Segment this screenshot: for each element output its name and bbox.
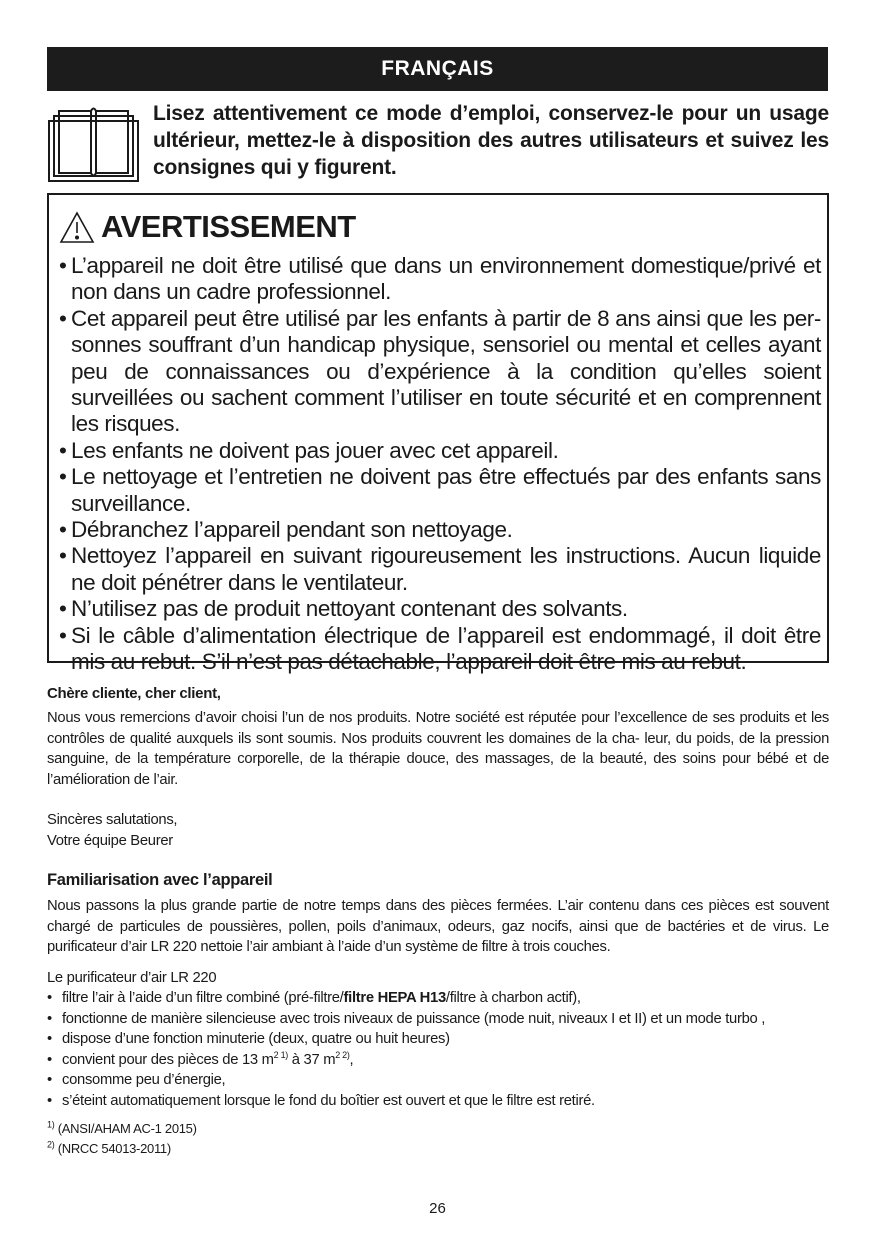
warning-item: • Si le câble d’alimentation électrique de l’appareil est endommagé, il doit être mis au rebut. S’il n’est pas détachable, l’appareil doit être mis au rebut. [59,623,821,676]
warning-item: • Nettoyez l’appareil en suivant rigoureusement les instructions. Aucun liquide ne doit pénétrer dans le ventilateur. [59,543,821,596]
warning-triangle-icon [59,211,95,244]
warning-item: • Débranchez l’appareil pendant son nettoyage. [59,517,821,543]
greeting-body: Nous vous remercions d’avoir choisi l’un de nos produits. Notre société est réputée pour l’excellence de ses produits et les contrôles de qualité auxquels ils sont soumis. Nos produits couvrent les domaines de la cha- leur, du poids, de la pression sanguine, de la température corporelle, de la thérapie douce, des massages, de la beauté, des soins pour bébé et de l’amélioration de l’air. [47,710,829,788]
familiarisation-paragraph: Nous passons la plus grande partie de notre temps dans des pièces fermées. L’air contenu dans ces pièces est souvent chargé de particules de poussières, pollen, poils d’animaux, odeurs, gaz nocifs, ainsi que de bactéries et de virus. Le purificateur d’air LR 220 nettoie l’air ambiant à l’aide d’un système de filtre à trois couches. [47,898,829,955]
intro-notice: Lisez attentivement ce mode d’emploi, conservez-le pour un usage ultérieur, mettez-le à disposition des autres utilisateurs et suivez les consignes qui y figurent. [153,102,829,179]
footnote-2: $^{2)}$ (NRCC 54013-2011) [47,1139,171,1156]
feature-list [47,988,829,1111]
warning-item: • Cet appareil peut être utilisé par les enfants à partir de 8 ans ainsi que les per- sonnes souffrant d’un handicap physique, sensoriel ou mental et celles ayant peu de connaissances ou d’expérience à la condition qu’elles soient surveillées ou sachent comment l’utiliser en toute sécurité et en comprennent les risques. [59,306,821,438]
greeting-section [47,684,829,851]
list-item: • filtre l’air à l’aide d’un filtre combiné (pré-filtre/filtre HEPA H13/filtre à charbon actif), [47,988,829,1009]
warning-item: • Le nettoyage et l’entretien ne doivent pas être effectués par des enfants sans surveillance. [59,464,821,517]
language-header [47,47,828,91]
list-item: • dispose d’une fonction minuterie (deux, quatre ou huit heures) [47,1029,829,1050]
list-item: • consomme peu d’énergie, [47,1070,829,1091]
greeting-closing: Sincères salutations, [47,812,178,828]
familiarisation-title: Familiarisation avec l’appareil [47,871,273,889]
warning-title: AVERTISSEMENT [101,209,356,244]
language-label: FRANÇAIS [381,57,494,80]
page-number: 26 [429,1200,446,1217]
book-icon [47,103,140,183]
warning-list [59,253,821,676]
greeting-salutation: Chère cliente, cher client, [47,685,221,702]
list-item: • convient pour des pièces de 13 $m^{2 1)}$ à 37 $m^{2 2)}$, [47,1050,829,1071]
hepa-label: filtre HEPA H13 [343,990,446,1006]
list-item: • fonctionne de manière silencieuse avec trois niveaux de puissance (mode nuit, niveaux I et II) et un mode turbo , [47,1009,829,1030]
warning-item: • L’appareil ne doit être utilisé que dans un environnement domestique/privé et non dans un cadre professionnel. [59,253,821,306]
warning-item: • N’utilisez pas de produit nettoyant contenant des solvants. [59,596,821,622]
familiarisation-lead: Le purificateur d’air LR 220 [47,969,217,986]
warning-box [47,193,829,675]
warning-heading [59,205,356,249]
footnote-1: $^{1)}$ (ANSI/AHAM AC-1 2015) [47,1119,197,1136]
warning-item: • Les enfants ne doivent pas jouer avec cet appareil. [59,438,821,464]
list-item: • s’éteint automatiquement lorsque le fond du boîtier est ouvert et que le filtre est retiré. [47,1091,829,1112]
familiarisation-section [47,870,829,1159]
greeting-signature: Votre équipe Beurer [47,832,173,849]
